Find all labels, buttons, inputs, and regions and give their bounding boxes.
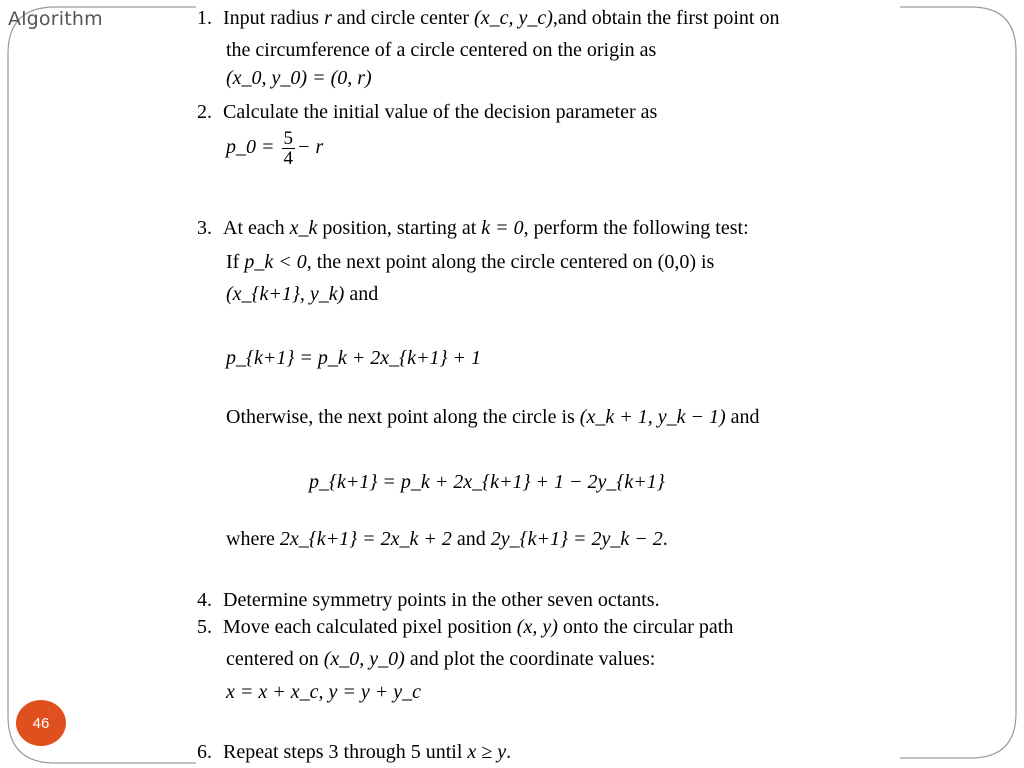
step-6-line-1: 6. Repeat steps 3 through 5 until x ≥ y. xyxy=(197,741,512,763)
step-3-line-1: 3. At each x_k position, starting at k = 0, perform the following test: xyxy=(197,217,749,239)
slide-number: 46 xyxy=(32,714,50,732)
step-1-line-1: 1. Input radius r and circle center (x_c, y_c),and obtain the first point on xyxy=(197,7,780,29)
step-5-line-1: 5. Move each calculated pixel position (x, y) onto the circular path xyxy=(197,616,734,638)
step-5-line-2: centered on (x_0, y_0) and plot the coordinate values: xyxy=(226,648,656,670)
step-1-line-2: the circumference of a circle centered on the origin as xyxy=(226,39,657,61)
slide-title: Algorithm xyxy=(8,8,103,30)
step-4-line-1: 4. Determine symmetry points in the other seven octants. xyxy=(197,589,660,611)
circle-center: (x_c, y_c) xyxy=(474,7,553,29)
step-3-equation-1: p_{k+1} = p_k + 2x_{k+1} + 1 xyxy=(226,347,481,369)
step-3-where: where 2x_{k+1} = 2x_k + 2 and 2y_{k+1} = 2y_k − 2. xyxy=(226,528,668,550)
step-2-line-1: 2. Calculate the initial value of the decision parameter as xyxy=(197,101,658,123)
step-5-line-3: x = x + x_c, y = y + y_c xyxy=(226,681,421,703)
step-3-line-3: (x_{k+1}, y_k) and xyxy=(226,283,379,305)
fraction-five-fourths: $\frac{5}{4}$ xyxy=(283,127,293,169)
step-2-formula: p_0 = $\frac{5}{4}$ − r xyxy=(226,127,324,169)
step-1-line-3: (x_0, y_0) = (0, r) xyxy=(226,67,372,89)
slide-number-badge xyxy=(16,700,66,746)
step-3-otherwise: Otherwise, the next point along the circle is (x_k + 1, y_k − 1) and xyxy=(226,406,760,428)
step-3-line-2: If p_k < 0, the next point along the circle centered on (0,0) is xyxy=(226,251,715,273)
step-3-equation-2: p_{k+1} = p_k + 2x_{k+1} + 1 − 2y_{k+1} xyxy=(309,471,665,493)
